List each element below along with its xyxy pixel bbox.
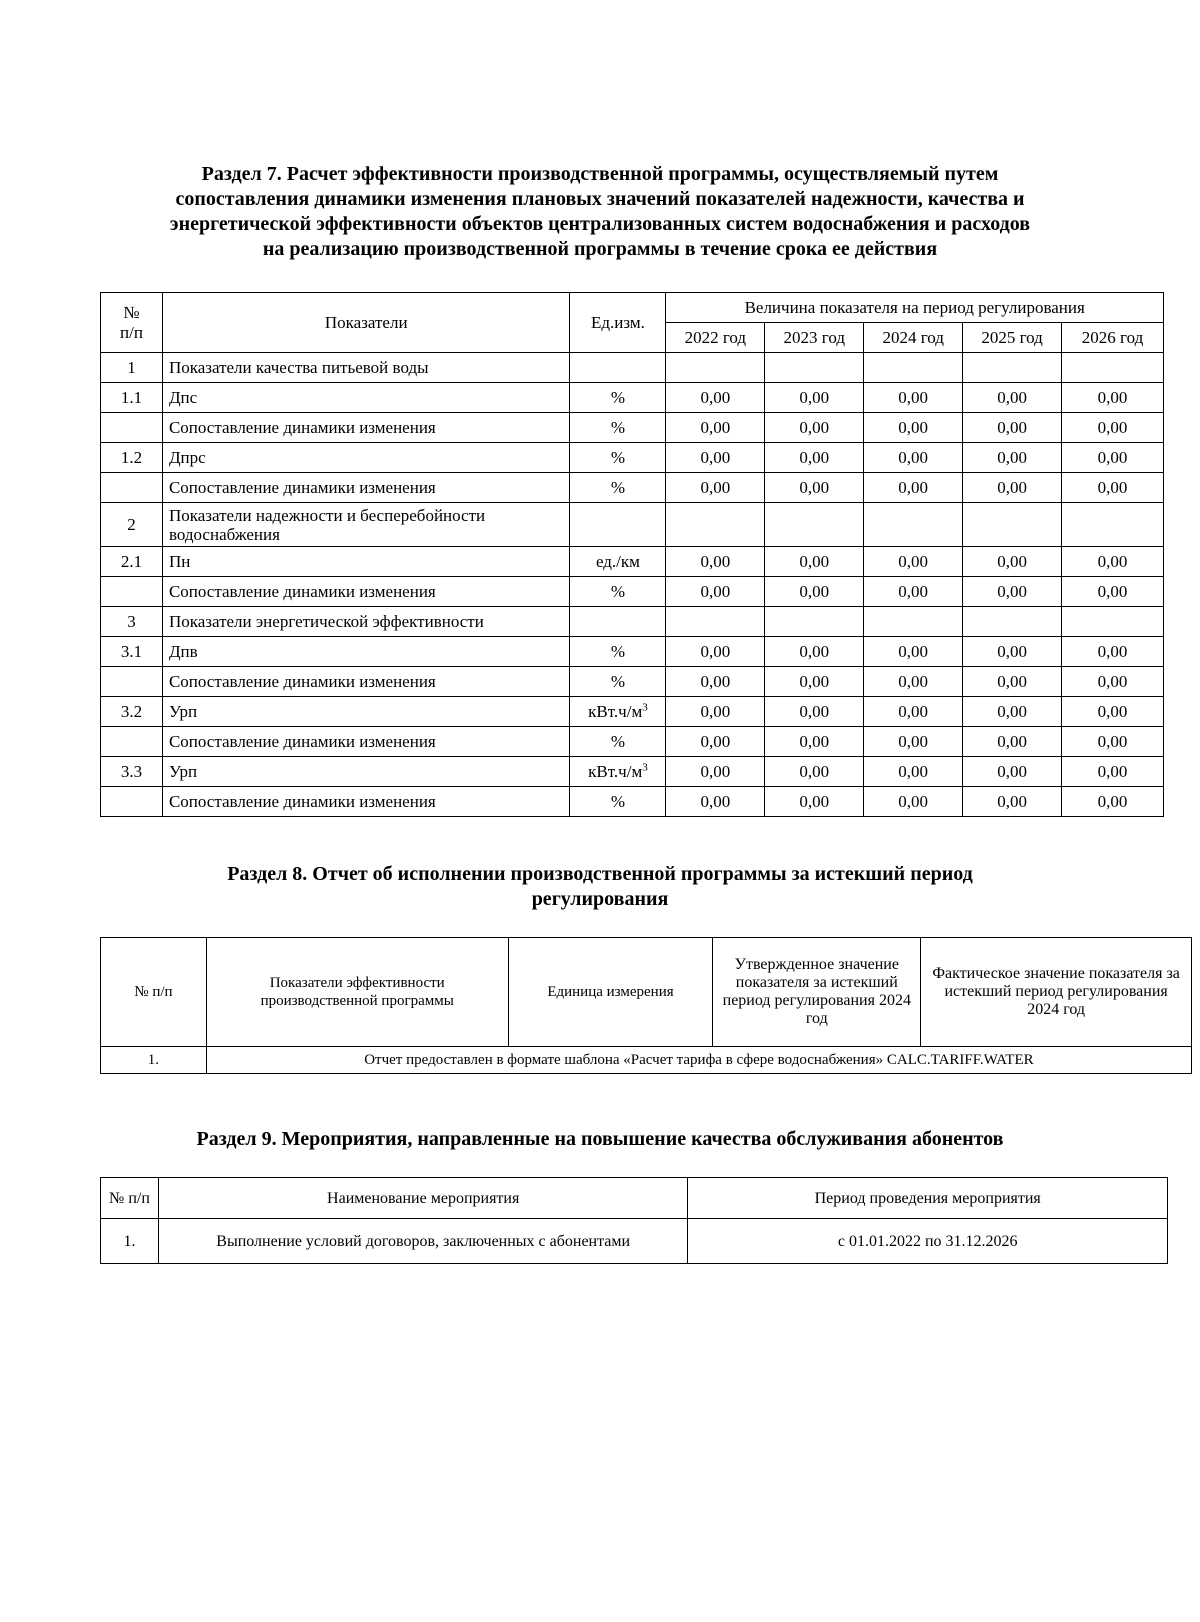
row-unit: % <box>570 443 666 473</box>
row-value-2026: 0,00 <box>1062 787 1164 817</box>
section7-table <box>100 292 1164 817</box>
row-value-2025 <box>963 503 1062 547</box>
col-header-year-2022: 2022 год <box>666 323 765 353</box>
row-value-2025: 0,00 <box>963 473 1062 503</box>
row-value-2025: 0,00 <box>963 547 1062 577</box>
row-num: 1. <box>101 1219 159 1264</box>
row-value-2026: 0,00 <box>1062 473 1164 503</box>
row-value-2025: 0,00 <box>963 413 1062 443</box>
row-unit <box>570 607 666 637</box>
row-value-2026 <box>1062 503 1164 547</box>
row-value-2024: 0,00 <box>864 413 963 443</box>
row-indicator: Дпв <box>162 637 570 667</box>
row-value-2025 <box>963 353 1062 383</box>
row-value-2026: 0,00 <box>1062 697 1164 727</box>
row-value-2023: 0,00 <box>765 473 864 503</box>
section7-title <box>0 162 1200 262</box>
row-value-2025: 0,00 <box>963 383 1062 413</box>
row-value-2026: 0,00 <box>1062 727 1164 757</box>
row-value-2026: 0,00 <box>1062 637 1164 667</box>
section7-title-line-3: энергетической эффективности объектов централизованных систем водоснабжения и расходов <box>169 213 1031 235</box>
section8-header-row <box>101 938 1192 1047</box>
section9-header-row <box>101 1178 1168 1219</box>
table-row <box>101 757 1164 787</box>
row-num: 3.1 <box>101 637 163 667</box>
row-value-2023: 0,00 <box>765 577 864 607</box>
section8-title-line-2: регулирования <box>531 888 669 910</box>
table-row <box>101 547 1164 577</box>
section9-title: Раздел 9. Мероприятия, направленные на повышение качества обслуживания абонентов <box>196 1128 1004 1150</box>
row-unit: % <box>570 473 666 503</box>
row-value-2022: 0,00 <box>666 757 765 787</box>
col-header-unit: Единица измерения <box>508 938 713 1047</box>
row-unit: % <box>570 383 666 413</box>
col-header-num: № п/п <box>101 1178 159 1219</box>
row-num <box>101 413 163 443</box>
row-value-2022: 0,00 <box>666 637 765 667</box>
row-num <box>101 577 163 607</box>
row-num: 3.3 <box>101 757 163 787</box>
section9-table <box>100 1177 1168 1264</box>
row-unit <box>570 503 666 547</box>
row-num <box>101 787 163 817</box>
row-value-2026 <box>1062 353 1164 383</box>
row-value-2022: 0,00 <box>666 383 765 413</box>
row-value-2025: 0,00 <box>963 577 1062 607</box>
section8-table <box>100 937 1192 1074</box>
table-row <box>101 1047 1192 1074</box>
row-num <box>101 473 163 503</box>
row-value-2022: 0,00 <box>666 667 765 697</box>
row-value-2025: 0,00 <box>963 667 1062 697</box>
unit-text: кВт.ч/м <box>588 761 643 781</box>
row-value-2022: 0,00 <box>666 413 765 443</box>
row-value-2023: 0,00 <box>765 383 864 413</box>
table-row <box>101 1219 1168 1264</box>
row-indicator: Сопоставление динамики изменения <box>162 577 570 607</box>
row-unit: % <box>570 727 666 757</box>
section8-title <box>0 862 1200 912</box>
row-value-2023: 0,00 <box>765 547 864 577</box>
row-num: 2.1 <box>101 547 163 577</box>
row-value-2023: 0,00 <box>765 757 864 787</box>
row-value-2024 <box>864 607 963 637</box>
row-num: 1.2 <box>101 443 163 473</box>
table-row <box>101 577 1164 607</box>
row-num <box>101 727 163 757</box>
row-value-2022: 0,00 <box>666 727 765 757</box>
col-header-period-group: Величина показателя на период регулирования <box>666 293 1164 323</box>
row-unit <box>570 353 666 383</box>
row-indicator: Урп <box>162 697 570 727</box>
section8-title-line-1: Раздел 8. Отчет об исполнении производственной программы за истекший период <box>227 863 973 885</box>
row-unit <box>570 697 666 727</box>
row-activity-name: Выполнение условий договоров, заключенных с абонентами <box>158 1219 687 1264</box>
num-sign: № <box>123 302 140 322</box>
row-num: 1 <box>101 353 163 383</box>
row-indicator: Урп <box>162 757 570 787</box>
table-row <box>101 787 1164 817</box>
row-indicator: Пн <box>162 547 570 577</box>
row-indicator: Сопоставление динамики изменения <box>162 667 570 697</box>
row-value-2024 <box>864 353 963 383</box>
row-value-2026: 0,00 <box>1062 413 1164 443</box>
row-value-2023 <box>765 353 864 383</box>
row-indicator: Показатели энергетической эффективности <box>162 607 570 637</box>
row-value-2026: 0,00 <box>1062 383 1164 413</box>
row-unit: ед./км <box>570 547 666 577</box>
row-value-2023: 0,00 <box>765 727 864 757</box>
col-header-num: № п/п <box>101 938 207 1047</box>
row-value-2025: 0,00 <box>963 637 1062 667</box>
col-header-year-2026: 2026 год <box>1062 323 1164 353</box>
table-row <box>101 503 1164 547</box>
num-pp: п/п <box>120 322 143 342</box>
row-value-2024: 0,00 <box>864 727 963 757</box>
row-value-2025: 0,00 <box>963 443 1062 473</box>
row-indicator: Дпрс <box>162 443 570 473</box>
row-indicator: Сопоставление динамики изменения <box>162 413 570 443</box>
row-indicator: Сопоставление динамики изменения <box>162 727 570 757</box>
row-value-2024: 0,00 <box>864 547 963 577</box>
col-header-approved-value: Утвержденное значение показателя за истекший период регулирования 2024 год <box>713 938 921 1047</box>
row-value-2024: 0,00 <box>864 697 963 727</box>
section7-title-line-1: Раздел 7. Расчет эффективности производственной программы, осуществляемый путем <box>201 163 999 185</box>
row-indicator: Показатели качества питьевой воды <box>162 353 570 383</box>
row-value-2024: 0,00 <box>864 473 963 503</box>
col-header-year-2025: 2025 год <box>963 323 1062 353</box>
row-num: 3 <box>101 607 163 637</box>
table-row <box>101 637 1164 667</box>
row-unit: % <box>570 637 666 667</box>
table-row <box>101 667 1164 697</box>
col-header-year-2024: 2024 год <box>864 323 963 353</box>
row-num: 3.2 <box>101 697 163 727</box>
row-indicator: Показатели надежности и бесперебойности водоснабжения <box>162 503 570 547</box>
row-value-2022 <box>666 353 765 383</box>
row-value-2023: 0,00 <box>765 667 864 697</box>
row-value-2022 <box>666 503 765 547</box>
row-value-2024: 0,00 <box>864 577 963 607</box>
col-header-year-2023: 2023 год <box>765 323 864 353</box>
table-row <box>101 413 1164 443</box>
row-value-2023: 0,00 <box>765 443 864 473</box>
row-value-2023 <box>765 503 864 547</box>
row-value-2026: 0,00 <box>1062 443 1164 473</box>
row-unit: % <box>570 787 666 817</box>
row-value-2025: 0,00 <box>963 757 1062 787</box>
unit-text: кВт.ч/м <box>588 701 643 721</box>
row-activity-period: с 01.01.2022 по 31.12.2026 <box>688 1219 1168 1264</box>
unit-superscript: 3 <box>642 700 648 713</box>
row-value-2024: 0,00 <box>864 383 963 413</box>
table-row <box>101 353 1164 383</box>
col-header-indicators: Показатели эффективности производственной программы <box>206 938 508 1047</box>
row-value-2026 <box>1062 607 1164 637</box>
row-value-2024: 0,00 <box>864 443 963 473</box>
row-value-2026: 0,00 <box>1062 577 1164 607</box>
section7-title-line-4: на реализацию производственной программы в течение срока ее действия <box>262 238 938 260</box>
section7-title-line-2: сопоставления динамики изменения плановых значений показателей надежности, качества и <box>175 188 1025 210</box>
row-report-note: Отчет предоставлен в формате шаблона «Расчет тарифа в сфере водоснабжения» CALC.TARIFF.WATER <box>206 1047 1191 1074</box>
row-value-2024: 0,00 <box>864 667 963 697</box>
col-header-num <box>101 293 163 353</box>
col-header-actual-value: Фактическое значение показателя за истекший период регулирования 2024 год <box>921 938 1192 1047</box>
row-value-2023: 0,00 <box>765 697 864 727</box>
row-value-2022: 0,00 <box>666 443 765 473</box>
row-unit: % <box>570 413 666 443</box>
row-value-2026: 0,00 <box>1062 667 1164 697</box>
col-header-indicators: Показатели <box>162 293 570 353</box>
col-header-activity-period: Период проведения мероприятия <box>688 1178 1168 1219</box>
row-num: 1. <box>101 1047 207 1074</box>
row-value-2025: 0,00 <box>963 697 1062 727</box>
table-row <box>101 607 1164 637</box>
row-value-2022: 0,00 <box>666 577 765 607</box>
row-value-2024 <box>864 503 963 547</box>
row-unit <box>570 757 666 787</box>
row-num: 2 <box>101 503 163 547</box>
table-row <box>101 443 1164 473</box>
row-value-2023: 0,00 <box>765 787 864 817</box>
row-value-2022: 0,00 <box>666 547 765 577</box>
row-unit: % <box>570 667 666 697</box>
section7-header-row-1 <box>101 293 1164 323</box>
table-row <box>101 473 1164 503</box>
row-num: 1.1 <box>101 383 163 413</box>
row-indicator: Сопоставление динамики изменения <box>162 787 570 817</box>
row-value-2025: 0,00 <box>963 727 1062 757</box>
row-value-2022 <box>666 607 765 637</box>
row-value-2022: 0,00 <box>666 787 765 817</box>
row-value-2026: 0,00 <box>1062 547 1164 577</box>
row-value-2024: 0,00 <box>864 637 963 667</box>
row-value-2024: 0,00 <box>864 757 963 787</box>
row-value-2023 <box>765 607 864 637</box>
table-row <box>101 697 1164 727</box>
row-value-2025 <box>963 607 1062 637</box>
table-row <box>101 727 1164 757</box>
row-value-2023: 0,00 <box>765 637 864 667</box>
row-value-2023: 0,00 <box>765 413 864 443</box>
row-num <box>101 667 163 697</box>
row-value-2024: 0,00 <box>864 787 963 817</box>
col-header-activity-name: Наименование мероприятия <box>158 1178 687 1219</box>
row-value-2025: 0,00 <box>963 787 1062 817</box>
row-indicator: Сопоставление динамики изменения <box>162 473 570 503</box>
col-header-unit: Ед.изм. <box>570 293 666 353</box>
unit-superscript: 3 <box>642 760 648 773</box>
row-unit: % <box>570 577 666 607</box>
row-indicator: Дпс <box>162 383 570 413</box>
table-row <box>101 383 1164 413</box>
row-value-2022: 0,00 <box>666 697 765 727</box>
row-value-2026: 0,00 <box>1062 757 1164 787</box>
row-value-2022: 0,00 <box>666 473 765 503</box>
